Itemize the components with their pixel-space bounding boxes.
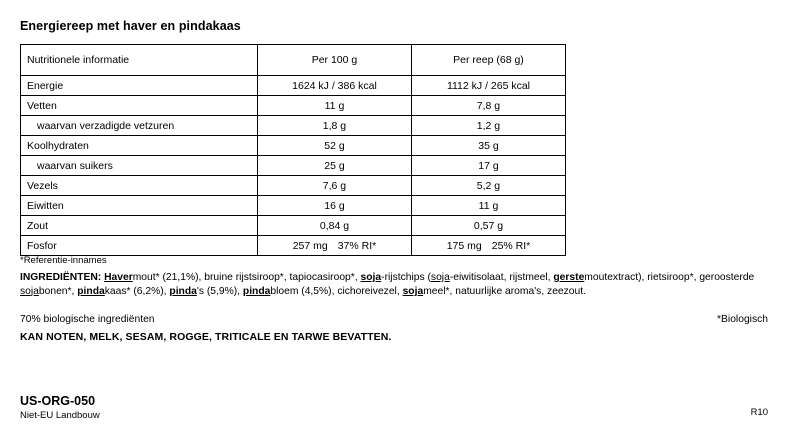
ingredients-paragraph bbox=[20, 271, 768, 298]
row-value-per-bar: 7,8 g bbox=[411, 96, 565, 116]
row-value-per-bar: 35 g bbox=[411, 136, 565, 156]
row-label: Zout bbox=[21, 216, 258, 236]
row-label: Koolhydraten bbox=[21, 136, 258, 156]
row-value-per-bar: 0,57 g bbox=[411, 216, 565, 236]
phosphorus-ri-per-100g: 37% RI* bbox=[337, 239, 377, 252]
row-label: Vezels bbox=[21, 176, 258, 196]
row-value-per-100g: 7,6 g bbox=[257, 176, 411, 196]
row-value-per-bar: 17 g bbox=[411, 156, 565, 176]
row-value-per-100g bbox=[257, 236, 411, 256]
allergen-warning: KAN NOTEN, MELK, SESAM, ROGGE, TRITICALE EN TARWE BEVATTEN. bbox=[20, 331, 392, 343]
row-label: Vetten bbox=[21, 96, 258, 116]
table-header-row bbox=[21, 45, 566, 76]
column-header-per-bar: Per reep (68 g) bbox=[411, 45, 565, 76]
table-row bbox=[21, 196, 566, 216]
phosphorus-amount-per-100g: 257 mg bbox=[292, 239, 328, 252]
organic-percentage-line: 70% biologische ingrediënten bbox=[20, 314, 155, 325]
revision-code: R10 bbox=[750, 407, 768, 418]
table-row bbox=[21, 216, 566, 236]
row-label: Fosfor bbox=[21, 236, 258, 256]
table-row bbox=[21, 76, 566, 96]
row-label: waarvan suikers bbox=[21, 156, 258, 176]
table-row bbox=[21, 176, 566, 196]
row-value-per-100g: 52 g bbox=[257, 136, 411, 156]
row-value-per-100g: 25 g bbox=[257, 156, 411, 176]
organic-asterisk-note: *Biologisch bbox=[717, 314, 768, 325]
phosphorus-per-bar-group bbox=[412, 240, 565, 252]
table-row bbox=[21, 96, 566, 116]
organic-certification-code: US-ORG-050 bbox=[20, 394, 96, 408]
row-value-per-100g: 1624 kJ / 386 kcal bbox=[257, 76, 411, 96]
table-row-phosphorus bbox=[21, 236, 566, 256]
row-value-per-bar: 11 g bbox=[411, 196, 565, 216]
phosphorus-amount-per-bar: 175 mg bbox=[446, 239, 482, 252]
row-value-per-100g: 11 g bbox=[257, 96, 411, 116]
row-label: Eiwitten bbox=[21, 196, 258, 216]
row-value-per-bar bbox=[411, 236, 565, 256]
row-value-per-bar: 1112 kJ / 265 kcal bbox=[411, 76, 565, 96]
ingredients-text: Havermout* (21,1%), bruine rijstsiroop*, tapiocasiroop*, soja-rijstchips (soja-eiwitisolaat, rijstmeel, gerstemoutextract), rietsiroop*, geroosterde sojabonen*, pindakaas* (6,2%), pinda's (5,9%), pindabloem (4,5%), cichoreivezel, sojameel*, natuurlijke aroma's, zeezout. bbox=[20, 272, 755, 297]
reference-intake-footnote: *Referentie-innames bbox=[20, 255, 107, 266]
column-header-info: Nutritionele informatie bbox=[21, 45, 258, 76]
organic-origin-label: Niet-EU Landbouw bbox=[20, 410, 100, 421]
table-row bbox=[21, 116, 566, 136]
nutrition-table-body bbox=[21, 45, 566, 256]
row-value-per-100g: 1,8 g bbox=[257, 116, 411, 136]
row-label: Energie bbox=[21, 76, 258, 96]
phosphorus-ri-per-bar: 25% RI* bbox=[491, 239, 531, 252]
table-row bbox=[21, 136, 566, 156]
row-value-per-100g: 16 g bbox=[257, 196, 411, 216]
column-header-per-100g: Per 100 g bbox=[257, 45, 411, 76]
row-value-per-100g: 0,84 g bbox=[257, 216, 411, 236]
row-value-per-bar: 1,2 g bbox=[411, 116, 565, 136]
row-value-per-bar: 5,2 g bbox=[411, 176, 565, 196]
ingredients-heading: INGREDIËNTEN: bbox=[20, 272, 102, 283]
table-row bbox=[21, 156, 566, 176]
row-label: waarvan verzadigde vetzuren bbox=[21, 116, 258, 136]
phosphorus-per-100g-group bbox=[258, 240, 411, 252]
nutrition-table bbox=[20, 44, 566, 256]
page-title: Energiereep met haver en pindakaas bbox=[20, 19, 241, 33]
